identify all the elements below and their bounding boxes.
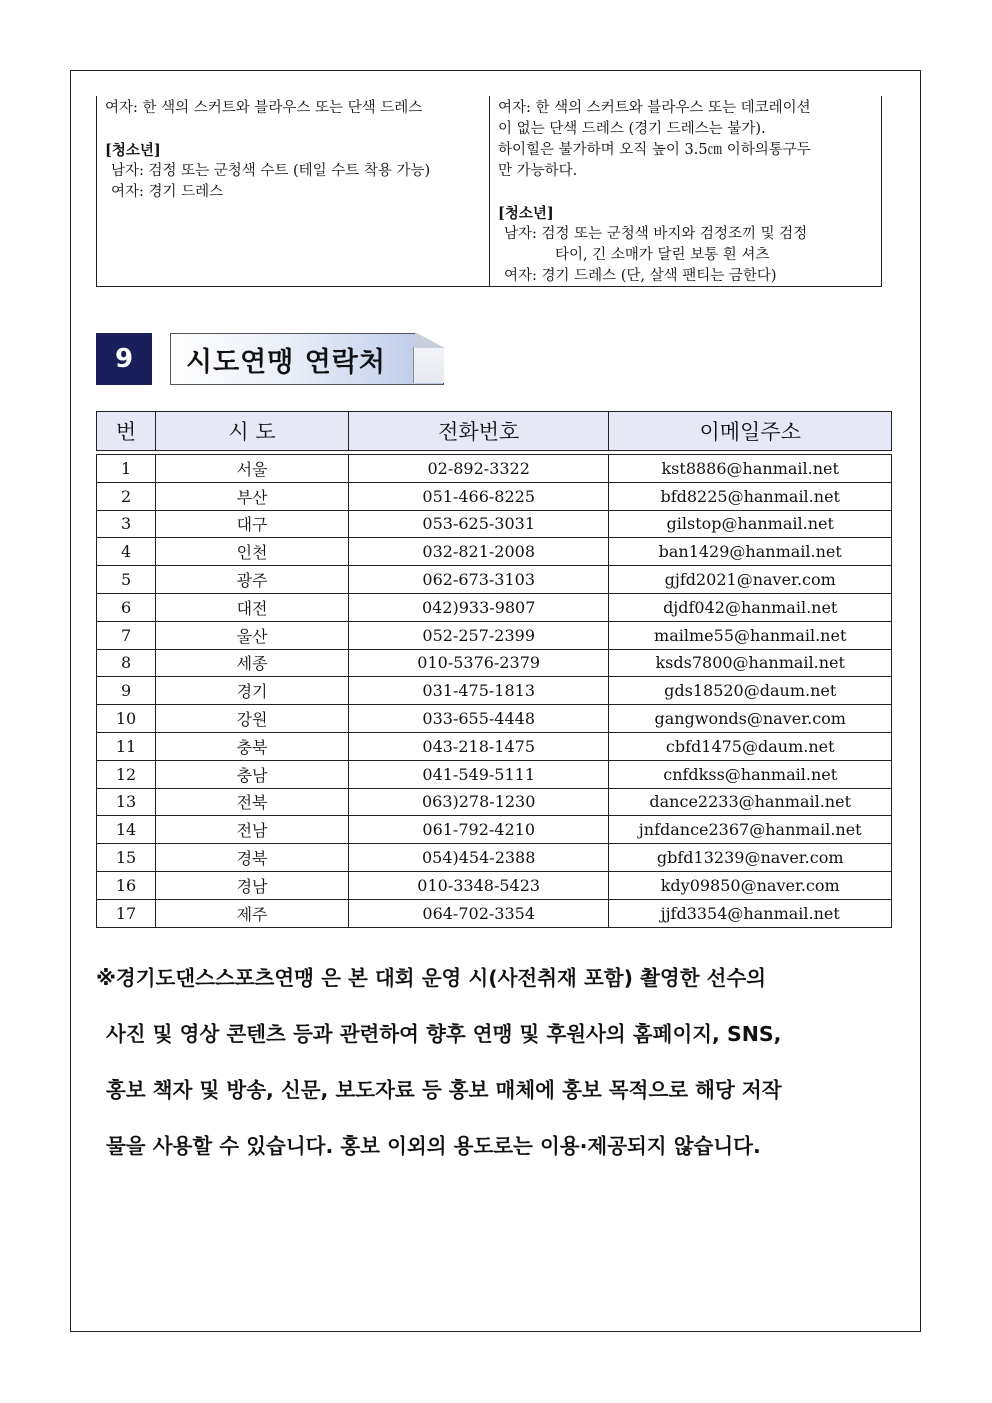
row-number: 15 [97,844,156,872]
table-row [97,482,892,510]
dress-code-line: [청소년] [105,142,161,159]
row-email: gilstop@hanmail.net [609,510,892,538]
row-number: 8 [97,649,156,677]
row-email: kst8886@hanmail.net [609,455,892,483]
header-email: 이메일주소 [609,412,892,451]
header-region: 시 도 [156,412,349,451]
row-region: 충북 [156,732,349,760]
table-row [97,788,892,816]
row-region: 전북 [156,788,349,816]
table-row [97,844,892,872]
row-phone: 064-702-3354 [348,899,608,927]
row-number: 4 [97,538,156,566]
dress-code-line: 만 가능하다. [498,163,578,179]
row-region: 서울 [156,455,349,483]
notice-line: 물을 사용할 수 있습니다. 홍보 이외의 용도로는 이용·제공되지 않습니다. [106,1134,761,1158]
row-phone: 033-655-4448 [348,705,608,733]
table-row [97,732,892,760]
row-region: 경기 [156,677,349,705]
row-number: 7 [97,621,156,649]
row-phone: 053-625-3031 [348,510,608,538]
row-email: jnfdance2367@hanmail.net [609,816,892,844]
dress-code-line: [청소년] [498,205,554,222]
row-number: 5 [97,566,156,594]
row-region: 부산 [156,482,349,510]
dress-code-right-column [490,96,881,286]
dress-code-table [96,96,882,287]
table-row [97,816,892,844]
row-email: bfd8225@hanmail.net [609,482,892,510]
contacts-header-row [97,412,892,451]
table-row [97,593,892,621]
section-title: 시도연맹 연락처 [186,346,386,378]
row-number: 3 [97,510,156,538]
row-phone: 041-549-5111 [348,760,608,788]
header-number: 번 [97,412,156,451]
row-phone: 042)933-9807 [348,593,608,621]
section-number: 9 [114,344,134,374]
contacts-body [97,451,892,928]
row-phone: 063)278-1230 [348,788,608,816]
row-phone: 054)454-2388 [348,844,608,872]
dress-code-line: 여자: 한 색의 스커트와 블라우스 또는 단색 드레스 [105,100,423,116]
dress-code-line: 남자: 검정 또는 군청색 수트 (테일 수트 착용 가능) [111,163,431,179]
row-number: 14 [97,816,156,844]
header-phone: 전화번호 [348,412,608,451]
row-email: gbfd13239@naver.com [609,844,892,872]
notice-line: ※경기도댄스스포츠연맹 은 본 대회 운영 시(사전취재 포함) 촬영한 선수의 [96,966,767,990]
row-number: 12 [97,760,156,788]
row-number: 16 [97,871,156,899]
section-number-badge [96,333,152,385]
row-email: jjfd3354@hanmail.net [609,899,892,927]
table-row [97,621,892,649]
row-email: dance2233@hanmail.net [609,788,892,816]
section-title-banner [170,333,444,385]
row-region: 세종 [156,649,349,677]
row-phone: 031-475-1813 [348,677,608,705]
dress-code-line: 여자: 한 색의 스커트와 블라우스 또는 데코레이션 [498,100,811,116]
dress-code-line: 여자: 경기 드레스 (단, 살색 팬티는 금한다) [504,268,777,284]
table-row [97,510,892,538]
dress-code-line: 하이힐은 불가하며 오직 높이 3.5㎝ 이하의통구두 [498,142,811,158]
row-region: 대구 [156,510,349,538]
row-number: 13 [97,788,156,816]
row-region: 대전 [156,593,349,621]
row-phone: 02-892-3322 [348,455,608,483]
row-number: 17 [97,899,156,927]
row-region: 충남 [156,760,349,788]
row-region: 전남 [156,816,349,844]
row-email: gds18520@daum.net [609,677,892,705]
table-row [97,899,892,927]
folded-corner-icon [413,347,444,383]
table-row [97,871,892,899]
row-email: kdy09850@naver.com [609,871,892,899]
row-phone: 061-792-4210 [348,816,608,844]
notice-line: 홍보 책자 및 방송, 신문, 보도자료 등 홍보 매체에 홍보 목적으로 해당 저작 [106,1078,782,1102]
dress-code-line: 이 없는 단색 드레스 (경기 드레스는 불가). [498,121,766,137]
row-number: 10 [97,705,156,733]
row-email: mailme55@hanmail.net [609,621,892,649]
row-phone: 043-218-1475 [348,732,608,760]
table-row [97,455,892,483]
table-row [97,677,892,705]
row-region: 경남 [156,871,349,899]
row-number: 1 [97,455,156,483]
contacts-table [96,411,892,928]
row-phone: 032-821-2008 [348,538,608,566]
dress-code-line: 남자: 검정 또는 군청색 바지와 검정조끼 및 검정 [504,226,808,242]
row-email: cbfd1475@daum.net [609,732,892,760]
dress-code-line: 여자: 경기 드레스 [111,184,224,200]
notice-line: 사진 및 영상 콘텐츠 등과 관련하여 향후 연맹 및 후원사의 홈페이지, SNS, [106,1022,782,1046]
row-phone: 010-5376-2379 [348,649,608,677]
row-region: 광주 [156,566,349,594]
row-region: 강원 [156,705,349,733]
row-phone: 051-466-8225 [348,482,608,510]
table-row [97,760,892,788]
row-number: 6 [97,593,156,621]
row-email: ksds7800@hanmail.net [609,649,892,677]
row-email: gangwonds@naver.com [609,705,892,733]
row-region: 제주 [156,899,349,927]
row-email: djdf042@hanmail.net [609,593,892,621]
dress-code-line [498,182,871,203]
dress-code-line: 타이, 긴 소매가 달린 보통 흰 셔츠 [555,247,770,263]
row-phone: 062-673-3103 [348,566,608,594]
table-row [97,705,892,733]
row-number: 11 [97,732,156,760]
notice-paragraph [96,958,886,1182]
row-phone: 052-257-2399 [348,621,608,649]
table-row [97,566,892,594]
dress-code-line [105,119,489,140]
row-email: ban1429@hanmail.net [609,538,892,566]
row-region: 울산 [156,621,349,649]
row-email: gjfd2021@naver.com [609,566,892,594]
row-region: 인천 [156,538,349,566]
table-row [97,649,892,677]
folded-corner-flap [415,332,445,348]
row-number: 9 [97,677,156,705]
row-number: 2 [97,482,156,510]
row-region: 경북 [156,844,349,872]
row-email: cnfdkss@hanmail.net [609,760,892,788]
dress-code-left-column [97,96,490,286]
row-phone: 010-3348-5423 [348,871,608,899]
table-row [97,538,892,566]
